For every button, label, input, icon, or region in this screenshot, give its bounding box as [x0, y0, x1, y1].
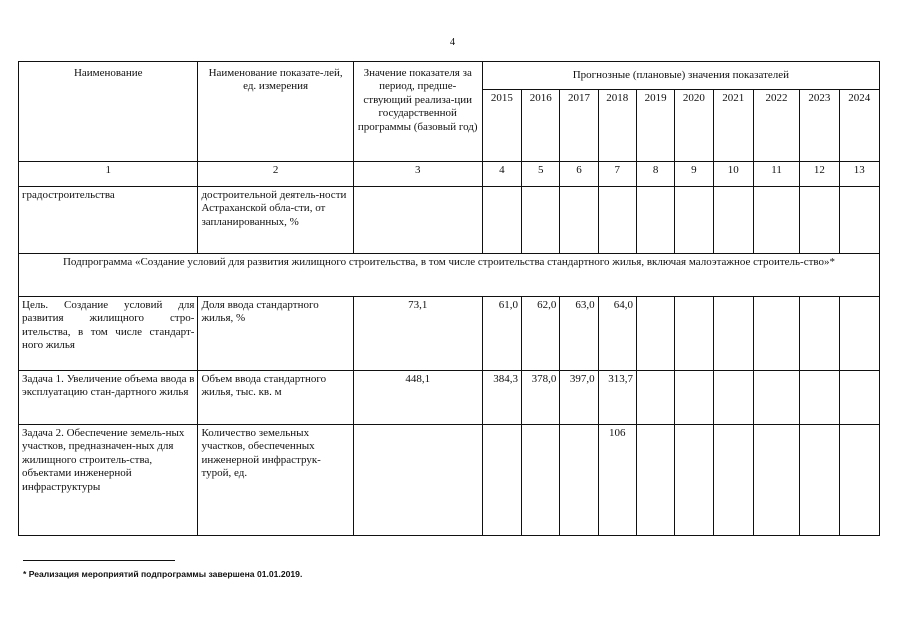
header-year: 2015: [482, 90, 521, 162]
row-value: [675, 425, 713, 536]
row-value: 61,0: [482, 297, 521, 371]
header-name: Наименование: [19, 62, 198, 162]
footnote: * Реализация мероприятий подпрограммы завершена 01.01.2019.: [23, 569, 303, 579]
row-value: [713, 425, 753, 536]
row-value: 378,0: [522, 371, 560, 425]
header-year: 2023: [800, 90, 839, 162]
column-number-row: [19, 162, 880, 187]
header-row-1: [19, 62, 880, 90]
column-number: 4: [482, 162, 521, 187]
column-number: 5: [522, 162, 560, 187]
row-value: [482, 425, 521, 536]
column-number: 7: [598, 162, 636, 187]
row-value: [675, 187, 713, 254]
page-number: 4: [449, 37, 456, 48]
column-number: 3: [353, 162, 482, 187]
header-year: 2018: [598, 90, 636, 162]
row-base-value: 448,1: [353, 371, 482, 425]
row-value: [522, 425, 560, 536]
row-value: [713, 371, 753, 425]
header-base-value: Значение показателя за период, предше-ствующий реализа-ции государственной программы (базовый год): [353, 62, 482, 162]
table-row: [19, 371, 880, 425]
row-value: [713, 297, 753, 371]
row-value: [839, 371, 879, 425]
header-year: 2021: [713, 90, 753, 162]
column-number: 1: [19, 162, 198, 187]
column-number: 6: [560, 162, 598, 187]
indicators-table: [18, 61, 880, 536]
row-value: [636, 187, 674, 254]
footnote-divider: [23, 560, 175, 561]
column-number: 9: [675, 162, 713, 187]
header-indicator: Наименование показате-лей, ед. измерения: [198, 62, 353, 162]
table-row: [19, 425, 880, 536]
row-value: [800, 371, 839, 425]
row-base-value: [353, 187, 482, 254]
row-name: градостроительства: [19, 187, 198, 254]
row-base-value: [353, 425, 482, 536]
row-value: [800, 187, 839, 254]
column-number: 13: [839, 162, 879, 187]
row-name: Задача 2. Обеспечение земель-ных участков, предназначен-ных для жилищного строитель-ства, объектами инженерной инфраструктуры: [19, 425, 198, 536]
row-value: [839, 297, 879, 371]
subprogram-row: [19, 254, 880, 297]
row-value: [636, 297, 674, 371]
table-row: [19, 187, 880, 254]
row-value: [675, 371, 713, 425]
header-year: 2022: [753, 90, 799, 162]
row-value: [753, 371, 799, 425]
row-value: [482, 187, 521, 254]
header-forecast: Прогнозные (плановые) значения показателей: [482, 62, 879, 90]
row-value: [800, 297, 839, 371]
header-year: 2019: [636, 90, 674, 162]
row-value: [753, 297, 799, 371]
row-name: Цель. Создание условий для развития жилищного стро-ительства, в том числе стандарт-ного жилья: [19, 297, 198, 371]
row-value: [636, 425, 674, 536]
row-value: 62,0: [522, 297, 560, 371]
row-value: 313,7: [598, 371, 636, 425]
column-number: 10: [713, 162, 753, 187]
header-year: 2020: [675, 90, 713, 162]
column-number: 8: [636, 162, 674, 187]
row-value: [560, 425, 598, 536]
column-number: 2: [198, 162, 353, 187]
header-year: 2017: [560, 90, 598, 162]
subprogram-title: Подпрограмма «Создание условий для развития жилищного строительства, в том числе строительства стандартного жилья, включая малоэтажное строитель-ство»*: [19, 254, 880, 297]
row-value: [675, 297, 713, 371]
row-indicator: достроительной деятель-ности Астраханской обла-сти, от запланированных, %: [198, 187, 353, 254]
row-value: [753, 425, 799, 536]
row-value: 64,0: [598, 297, 636, 371]
row-indicator: Количество земельных участков, обеспеченных инженерной инфраструк-турой, ед.: [198, 425, 353, 536]
row-value: 106: [598, 425, 636, 536]
row-indicator: Объем ввода стандартного жилья, тыс. кв. м: [198, 371, 353, 425]
row-value: [800, 425, 839, 536]
header-year: 2016: [522, 90, 560, 162]
row-value: [522, 187, 560, 254]
row-name: Задача 1. Увеличение объема ввода в эксплуатацию стан-дартного жилья: [19, 371, 198, 425]
row-base-value: 73,1: [353, 297, 482, 371]
row-value: [713, 187, 753, 254]
row-indicator: Доля ввода стандартного жилья, %: [198, 297, 353, 371]
column-number: 11: [753, 162, 799, 187]
row-value: [839, 187, 879, 254]
row-value: [839, 425, 879, 536]
row-value: [560, 187, 598, 254]
row-value: 384,3: [482, 371, 521, 425]
row-value: 63,0: [560, 297, 598, 371]
row-value: [636, 371, 674, 425]
column-number: 12: [800, 162, 839, 187]
row-value: [753, 187, 799, 254]
table-row: [19, 297, 880, 371]
header-year: 2024: [839, 90, 879, 162]
row-value: [598, 187, 636, 254]
row-value: 397,0: [560, 371, 598, 425]
